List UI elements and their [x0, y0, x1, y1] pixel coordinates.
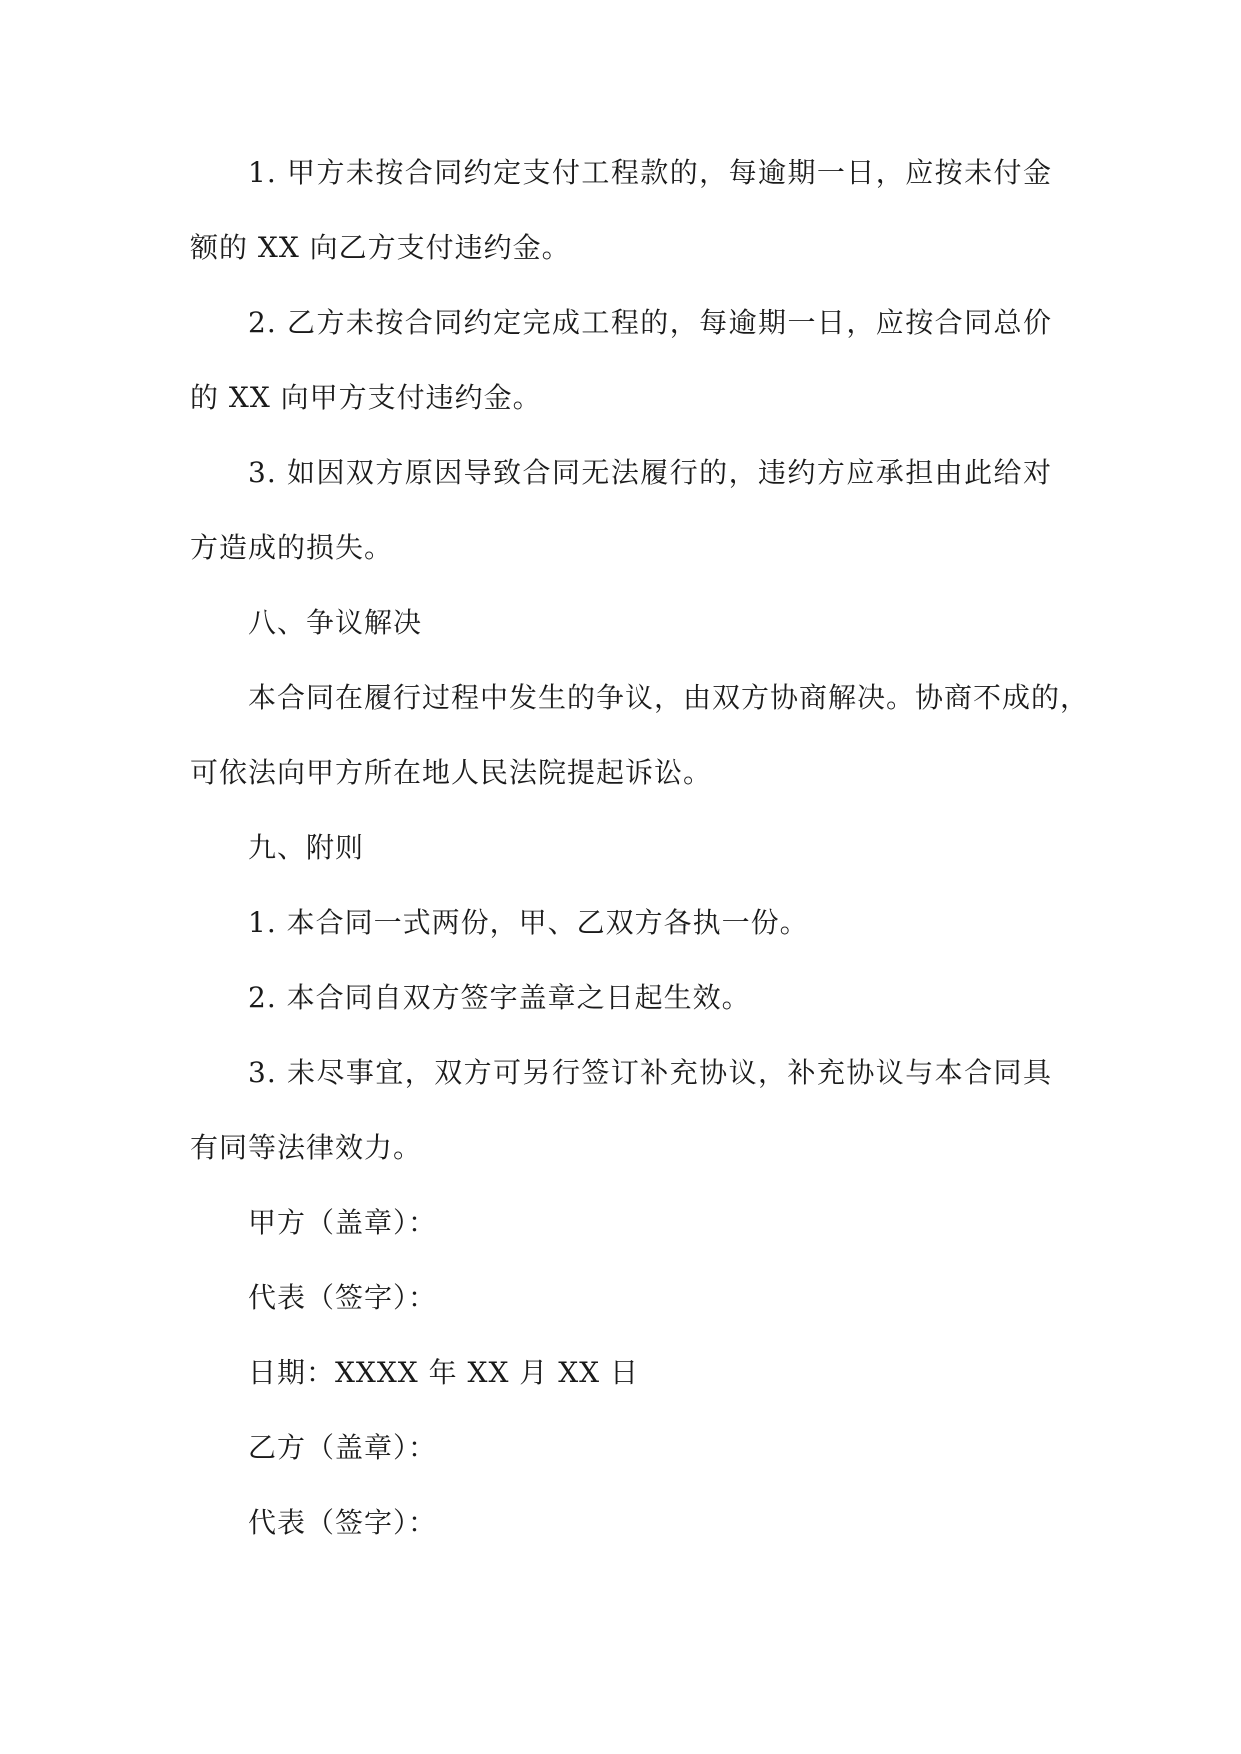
paragraph-line: 方造成的损失。	[190, 531, 394, 564]
paragraph-line: 有同等法律效力。	[190, 1131, 423, 1164]
penalty-clause-2	[190, 285, 1052, 435]
document-body	[190, 135, 1090, 1560]
paragraph-line: 2. 乙方未按合同约定完成工程的，每逾期一日，应按合同总价	[248, 306, 1052, 339]
section-heading: 八、争议解决	[248, 606, 423, 639]
paragraph-line: 可依法向甲方所在地人民法院提起诉讼。	[190, 756, 713, 789]
date-line	[190, 1335, 1052, 1410]
dispute-resolution-clause	[190, 660, 1090, 810]
supplementary-clause-2	[190, 960, 1052, 1035]
signature-field-label: 代表（签字）：	[248, 1281, 438, 1314]
party-b-representative-line	[190, 1485, 1052, 1560]
paragraph-line: 1. 本合同一式两份，甲、乙双方各执一份。	[248, 906, 809, 939]
supplementary-clause-3	[190, 1035, 1052, 1185]
signature-field-label: 甲方（盖章）：	[248, 1206, 438, 1239]
paragraph-line: 的 XX 向甲方支付违约金。	[190, 381, 542, 414]
paragraph-line: 本合同在履行过程中发生的争议，由双方协商解决。协商不成的，	[248, 681, 1090, 714]
date-field-label: 日期：XXXX 年 XX 月 XX 日	[248, 1356, 639, 1389]
signature-field-label: 乙方（盖章）：	[248, 1431, 438, 1464]
signature-field-label: 代表（签字）：	[248, 1506, 438, 1539]
section-heading-dispute-resolution	[190, 585, 1052, 660]
party-b-seal-line	[190, 1410, 1052, 1485]
paragraph-line: 1. 甲方未按合同约定支付工程款的，每逾期一日，应按未付金	[248, 156, 1052, 189]
section-heading: 九、附则	[248, 831, 365, 864]
paragraph-line: 3. 如因双方原因导致合同无法履行的，违约方应承担由此给对	[248, 456, 1052, 489]
paragraph-line: 3. 未尽事宜，双方可另行签订补充协议，补充协议与本合同具	[248, 1056, 1052, 1089]
penalty-clause-3	[190, 435, 1052, 585]
section-heading-supplementary-provisions	[190, 810, 1052, 885]
party-a-representative-line	[190, 1260, 1052, 1335]
party-a-seal-line	[190, 1185, 1052, 1260]
supplementary-clause-1	[190, 885, 1052, 960]
paragraph-line: 2. 本合同自双方签字盖章之日起生效。	[248, 981, 751, 1014]
penalty-clause-1	[190, 135, 1052, 285]
paragraph-line: 额的 XX 向乙方支付违约金。	[190, 231, 571, 264]
